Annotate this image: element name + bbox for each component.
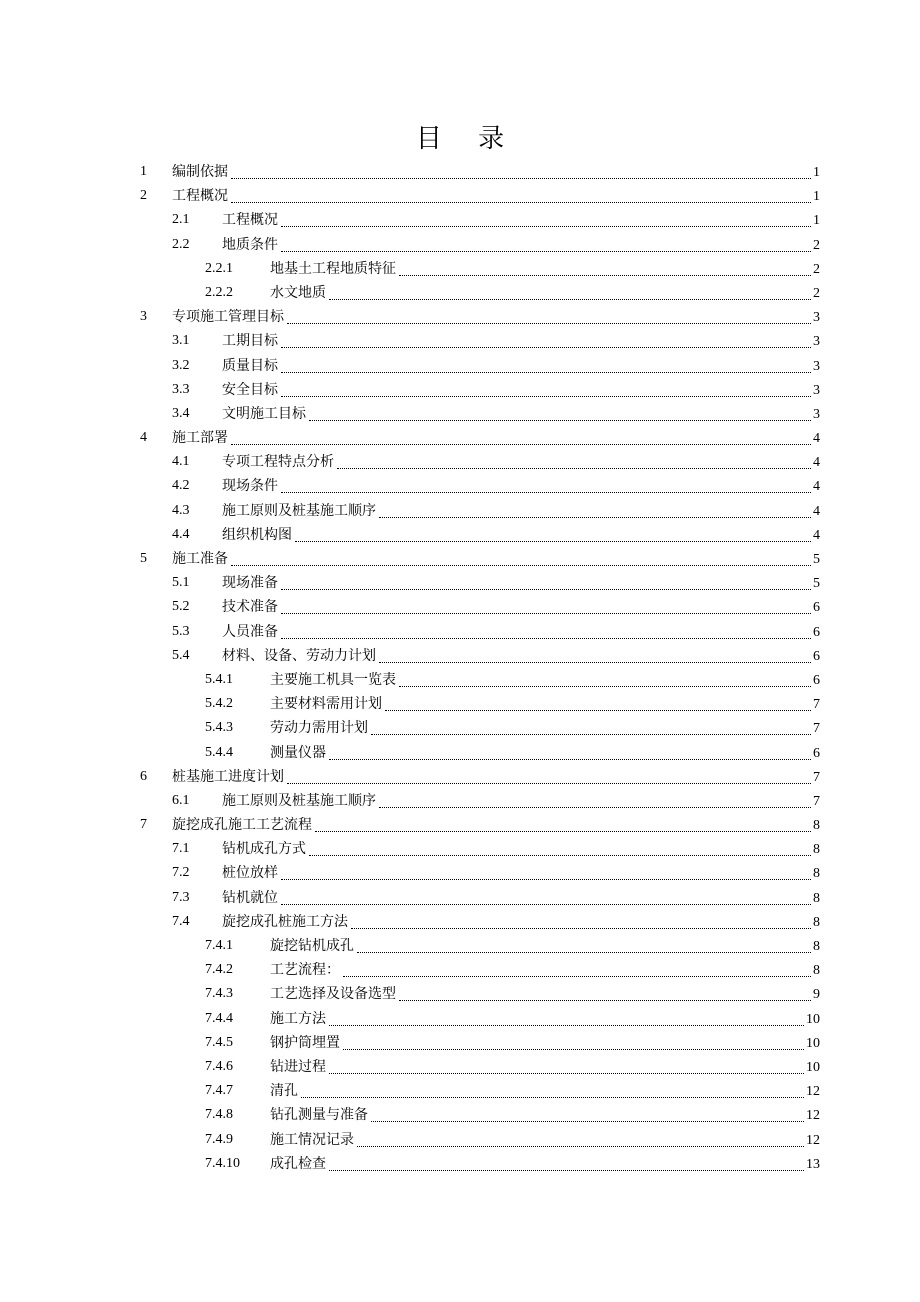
toc-entry-title: 工艺流程： [270, 962, 340, 979]
toc-entry-line [270, 982, 820, 1007]
toc-entry-line [222, 233, 820, 258]
toc-entry[interactable] [0, 692, 920, 716]
toc-entry-number: 5.4.2 [205, 696, 233, 712]
toc-entry-page-number: 8 [813, 939, 820, 954]
toc-entry-number: 7.4.4 [205, 1010, 233, 1026]
toc-entry-title: 工程概况 [222, 212, 278, 229]
toc-entry[interactable] [0, 378, 920, 402]
toc-entry-page-number: 2 [813, 237, 820, 253]
toc-entry-page-number: 7 [813, 793, 820, 809]
toc-entry-number: 6.1 [172, 792, 190, 808]
toc-entry[interactable] [0, 1128, 920, 1152]
toc-entry[interactable] [0, 257, 920, 281]
toc-entry-number: 2.2.1 [205, 260, 233, 276]
toc-entry[interactable] [0, 499, 920, 523]
toc-entry-title: 工程概况 [172, 188, 228, 205]
toc-entry-title: 施工方法 [270, 1010, 326, 1027]
toc-entry-line [222, 789, 820, 814]
toc-leader-dots [343, 976, 811, 977]
toc-entry[interactable] [0, 474, 920, 498]
toc-entry[interactable] [0, 886, 920, 910]
toc-entry-title: 劳动力需用计划 [270, 720, 368, 737]
toc-entry-page-number: 6 [813, 745, 820, 761]
toc-entry-number: 7.4.7 [205, 1083, 233, 1099]
toc-entry[interactable] [0, 861, 920, 885]
toc-leader-dots [281, 372, 811, 373]
toc-entry-page-number: 7 [813, 697, 820, 713]
toc-entry-number: 5.1 [172, 575, 190, 591]
toc-entry-line [222, 886, 820, 911]
toc-entry-title: 清孔 [270, 1083, 298, 1100]
toc-entry-line [270, 1007, 820, 1032]
toc-entry[interactable] [0, 184, 920, 208]
toc-entry-line [222, 499, 820, 524]
toc-entry[interactable] [0, 1152, 920, 1176]
toc-entry-page-number: 4 [813, 431, 820, 447]
toc-entry-title: 施工原则及桩基施工顺序 [222, 502, 376, 519]
toc-entry-line [270, 1055, 820, 1080]
toc-leader-dots [231, 202, 811, 203]
toc-entry[interactable] [0, 741, 920, 765]
toc-entry-number: 7.4.10 [205, 1155, 240, 1171]
toc-entry-page-number: 3 [813, 358, 820, 374]
toc-entry-title: 钻孔测量与准备 [270, 1107, 368, 1124]
toc-entry[interactable] [0, 329, 920, 353]
toc-entry-title: 技术准备 [222, 599, 278, 616]
toc-entry-line [222, 837, 820, 862]
toc-entry-line [222, 523, 820, 548]
toc-entry-page-number: 12 [806, 1132, 820, 1148]
toc-entry-line [172, 765, 820, 790]
toc-entry-page-number: 1 [813, 189, 820, 205]
toc-entry-line [172, 184, 820, 209]
toc-entry-page-number: 5 [813, 552, 820, 567]
toc-entry-number: 7.4.9 [205, 1131, 233, 1147]
toc-entry-page-number: 12 [806, 1084, 820, 1100]
toc-entry-page-number: 3 [813, 334, 820, 350]
toc-leader-dots [379, 662, 811, 663]
toc-leader-dots [281, 492, 811, 493]
toc-entry-title: 主要材料需用计划 [270, 696, 382, 713]
toc-entry-title: 钻机成孔方式 [222, 841, 306, 858]
toc-entry-number: 1 [140, 164, 147, 179]
toc-entry-title: 施工原则及桩基施工顺序 [222, 792, 376, 809]
toc-leader-dots [281, 904, 811, 905]
toc-entry-page-number: 1 [813, 165, 820, 180]
toc-entry-number: 5.4.1 [205, 671, 233, 687]
toc-entry[interactable] [0, 547, 920, 571]
toc-entry[interactable] [0, 716, 920, 740]
toc-entry-line [222, 474, 820, 499]
toc-entry-line [270, 934, 820, 959]
toc-entry-number: 5.4.4 [205, 744, 233, 760]
toc-entry-page-number: 8 [813, 818, 820, 834]
toc-entry-title: 旋挖成孔桩施工方法 [222, 913, 348, 930]
toc-entry-title: 施工准备 [172, 551, 228, 567]
toc-entry-page-number: 10 [806, 1035, 820, 1051]
toc-entry-page-number: 2 [813, 285, 820, 301]
toc-leader-dots [309, 855, 811, 856]
toc-entry-title: 桩位放样 [222, 865, 278, 882]
toc-entry-title: 钻进过程 [270, 1058, 326, 1075]
toc-entry[interactable] [0, 281, 920, 305]
toc-entry-title: 人员准备 [222, 623, 278, 640]
toc-leader-dots [351, 928, 811, 929]
toc-entry-page-number: 6 [813, 600, 820, 616]
toc-entry-line [222, 329, 820, 354]
toc-entry-number: 2 [140, 188, 147, 204]
toc-leader-dots [343, 1049, 804, 1050]
toc-leader-dots [379, 517, 811, 518]
toc-entry[interactable] [0, 934, 920, 958]
toc-entry-line [270, 1079, 820, 1104]
toc-entry-number: 2.1 [172, 212, 190, 228]
toc-leader-dots [329, 759, 811, 760]
toc-leader-dots [329, 1025, 804, 1026]
toc-leader-dots [281, 226, 811, 227]
toc-entry-line [270, 692, 820, 717]
toc-entry-title: 测量仪器 [270, 744, 326, 761]
toc-entry-number: 7.4 [172, 913, 190, 929]
toc-entry[interactable] [0, 1055, 920, 1079]
toc-leader-dots [231, 178, 811, 179]
toc-entry-page-number: 3 [813, 406, 820, 422]
toc-leader-dots [281, 347, 811, 348]
toc-entry-title: 成孔检查 [270, 1155, 326, 1172]
toc-entry-line [222, 910, 820, 935]
toc-entry-line [222, 378, 820, 403]
toc-entry-title: 现场准备 [222, 575, 278, 592]
toc-entry[interactable] [0, 571, 920, 595]
toc-entry-page-number: 4 [813, 527, 820, 543]
toc-leader-dots [309, 420, 811, 421]
toc-entry-number: 4.1 [172, 454, 190, 470]
toc-entry[interactable] [0, 1103, 920, 1127]
toc-leader-dots [281, 396, 811, 397]
toc-entry[interactable] [0, 668, 920, 692]
toc-leader-dots [329, 1073, 804, 1074]
toc-entry-title: 文明施工目标 [222, 405, 306, 422]
toc-entry-page-number: 1 [813, 213, 820, 229]
toc-entry-title: 专项施工管理目标 [172, 309, 284, 326]
toc-entry[interactable] [0, 982, 920, 1006]
toc-entry-title: 地质条件 [222, 236, 278, 253]
toc-leader-dots [231, 444, 811, 445]
toc-leader-dots [315, 831, 811, 832]
toc-entry-number: 7 [140, 817, 147, 833]
toc-entry-title: 钢护筒埋置 [270, 1034, 340, 1051]
toc-entry-number: 7.2 [172, 865, 190, 881]
toc-entry-line [172, 426, 820, 451]
toc-entry-number: 5.3 [172, 623, 190, 639]
toc-entry-line [222, 595, 820, 620]
toc-entry[interactable] [0, 450, 920, 474]
toc-entry-number: 7.4.2 [205, 962, 233, 978]
toc-entry-line [222, 620, 820, 645]
toc-entry[interactable] [0, 958, 920, 982]
toc-entry-line [172, 305, 820, 330]
toc-entry[interactable] [0, 644, 920, 668]
toc-entry-line [270, 257, 820, 282]
toc-entry-number: 3.3 [172, 381, 190, 397]
toc-entry-number: 7.4.1 [205, 938, 233, 953]
toc-entry[interactable] [0, 765, 920, 789]
toc-entry-line [270, 958, 820, 983]
toc-entry-title: 质量目标 [222, 357, 278, 374]
toc-entry-line [222, 861, 820, 886]
toc-entry[interactable] [0, 1007, 920, 1031]
toc-entry-line [172, 160, 820, 185]
toc-entry-page-number: 3 [813, 310, 820, 326]
toc-entry[interactable] [0, 160, 920, 184]
toc-entry-page-number: 4 [813, 479, 820, 495]
toc-entry-number: 7.4.3 [205, 986, 233, 1002]
toc-entry-line [222, 402, 820, 427]
toc-entry-line [222, 354, 820, 379]
toc-leader-dots [385, 710, 811, 711]
toc-entry[interactable] [0, 305, 920, 329]
toc-entry-line [172, 547, 820, 572]
toc-leader-dots [357, 952, 811, 953]
toc-entry-page-number: 2 [813, 261, 820, 277]
toc-entry-title: 地基土工程地质特征 [270, 260, 396, 277]
toc-leader-dots [287, 323, 811, 324]
toc-leader-dots [399, 275, 811, 276]
toc-leader-dots [329, 299, 811, 300]
toc-entry-number: 7.4.5 [205, 1034, 233, 1050]
toc-entry-page-number: 13 [806, 1156, 820, 1172]
toc-leader-dots [379, 807, 811, 808]
toc-entry-number: 7.4.8 [205, 1107, 233, 1123]
toc-entry[interactable] [0, 910, 920, 934]
toc-leader-dots [399, 686, 811, 687]
toc-entry-page-number: 8 [813, 890, 820, 906]
toc-entry[interactable] [0, 620, 920, 644]
toc-entry-line [270, 281, 820, 306]
toc-entry-title: 施工情况记录 [270, 1131, 354, 1148]
toc-entry[interactable] [0, 1079, 920, 1103]
toc-entry[interactable] [0, 523, 920, 547]
toc-entry-page-number: 6 [813, 648, 820, 664]
toc-entry[interactable] [0, 354, 920, 378]
toc-leader-dots [281, 589, 811, 590]
toc-entry-number: 4.3 [172, 502, 190, 518]
toc-entry-line [222, 644, 820, 669]
toc-entry-page-number: 7 [813, 769, 820, 785]
toc-entry-page-number: 5 [813, 576, 820, 592]
toc-leader-dots [399, 1000, 811, 1001]
toc-entry-page-number: 6 [813, 624, 820, 640]
toc-entry-number: 7.4.6 [205, 1058, 233, 1074]
toc-entry-page-number: 3 [813, 382, 820, 398]
toc-entry-number: 3.1 [172, 333, 190, 349]
toc-entry-number: 5 [140, 551, 147, 566]
toc-entry-title: 桩基施工进度计划 [172, 768, 284, 785]
toc-entry[interactable] [0, 813, 920, 837]
toc-leader-dots [281, 879, 811, 880]
toc-entry-title: 旋挖钻机成孔 [270, 938, 354, 954]
toc-entry-page-number: 8 [813, 866, 820, 882]
toc-entry-number: 5.4 [172, 647, 190, 663]
toc-entry[interactable] [0, 1031, 920, 1055]
toc-entry-page-number: 7 [813, 721, 820, 737]
toc-entry-title: 旋挖成孔施工工艺流程 [172, 817, 312, 834]
toc-entry-title: 现场条件 [222, 478, 278, 495]
toc-entry-number: 2.2.2 [205, 284, 233, 300]
toc-leader-dots [281, 638, 811, 639]
toc-entry[interactable] [0, 402, 920, 426]
toc-entry-number: 4.4 [172, 526, 190, 542]
toc-entry-number: 5.4.3 [205, 720, 233, 736]
toc-entry-title: 专项工程特点分析 [222, 454, 334, 471]
toc-entry-title: 工艺选择及设备选型 [270, 986, 396, 1003]
toc-entry-number: 6 [140, 768, 147, 784]
toc-entry-title: 安全目标 [222, 381, 278, 398]
toc-entry-number: 3 [140, 309, 147, 325]
toc-entry-number: 5.2 [172, 599, 190, 615]
toc-entry-line [270, 1103, 820, 1128]
toc-entry-number: 7.3 [172, 889, 190, 905]
toc-entry[interactable] [0, 595, 920, 619]
toc-entry-title: 主要施工机具一览表 [270, 671, 396, 688]
toc-leader-dots [287, 783, 811, 784]
toc-entry-line [222, 450, 820, 475]
toc-entry-page-number: 8 [813, 963, 820, 979]
toc-leader-dots [337, 468, 811, 469]
toc-entry-page-number: 4 [813, 455, 820, 471]
toc-entry-title: 组织机构图 [222, 526, 292, 543]
toc-leader-dots [301, 1097, 804, 1098]
toc-entry-page-number: 9 [813, 987, 820, 1003]
toc-entry-page-number: 8 [813, 914, 820, 930]
toc-entry-number: 4 [140, 430, 147, 446]
toc-entry-number: 3.2 [172, 357, 190, 373]
toc-entry-page-number: 6 [813, 672, 820, 688]
toc-leader-dots [329, 1170, 804, 1171]
toc-entry-title: 施工部署 [172, 430, 228, 447]
toc-entry-page-number: 8 [813, 842, 820, 858]
toc-entry-number: 2.2 [172, 236, 190, 252]
toc-leader-dots [371, 1121, 804, 1122]
toc-entry[interactable] [0, 837, 920, 861]
page-title: 目 录 [415, 124, 519, 154]
toc-entry-page-number: 4 [813, 503, 820, 519]
toc-entry-line [270, 1152, 820, 1177]
toc-leader-dots [295, 541, 811, 542]
toc-entry[interactable] [0, 208, 920, 232]
toc-entry-line [222, 208, 820, 233]
toc-entry[interactable] [0, 426, 920, 450]
toc-entry-number: 7.1 [172, 841, 190, 857]
toc-leader-dots [357, 1146, 804, 1147]
toc-leader-dots [371, 734, 811, 735]
toc-entry-line [172, 813, 820, 838]
toc-entry-title: 钻机就位 [222, 889, 278, 906]
toc-entry-number: 3.4 [172, 405, 190, 421]
toc-entry-title: 材料、设备、劳动力计划 [222, 647, 376, 664]
toc-entry-line [270, 668, 820, 693]
toc-entry-line [270, 1031, 820, 1056]
toc-entry-page-number: 10 [806, 1059, 820, 1075]
toc-entry-number: 4.2 [172, 478, 190, 494]
toc-leader-dots [231, 565, 811, 566]
toc-leader-dots [281, 251, 811, 252]
toc-entry[interactable] [0, 233, 920, 257]
toc-entry-line [270, 716, 820, 741]
toc-entry-title: 编制依据 [172, 164, 228, 180]
toc-leader-dots [281, 613, 811, 614]
toc-entry-line [222, 571, 820, 596]
toc-entry-page-number: 12 [806, 1108, 820, 1124]
toc-entry-title: 水文地质 [270, 284, 326, 301]
toc-entry-page-number: 10 [806, 1011, 820, 1027]
toc-entry-title: 工期目标 [222, 333, 278, 350]
toc-entry-line [270, 1128, 820, 1153]
toc-entry[interactable] [0, 789, 920, 813]
toc-entry-line [270, 741, 820, 766]
table-of-contents [0, 160, 920, 1176]
